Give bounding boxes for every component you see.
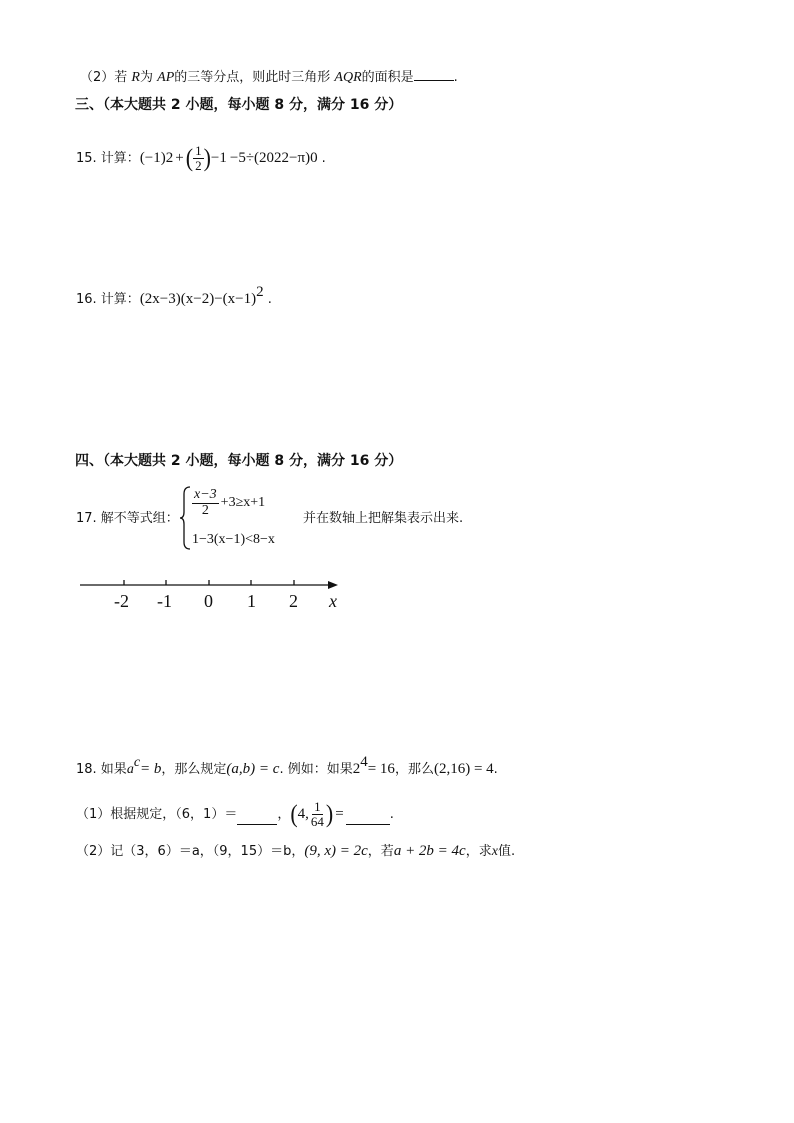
inequality-1 (192, 488, 265, 518)
q18-p2-var: x (491, 844, 498, 859)
q16-end: . (267, 292, 272, 307)
q15-plus: + (175, 149, 184, 166)
system-brace (180, 486, 192, 550)
q15-fraction (193, 144, 204, 172)
ineq1-rest: +3≥x+1 (220, 495, 266, 511)
q18-intro-b: ，那么规定 (161, 762, 227, 777)
var-AP: AP (157, 70, 175, 85)
q15-mid: −5÷(2022−π) (229, 149, 311, 166)
tick-label: 2 (289, 591, 298, 611)
q18-p1-frac-den: 64 (310, 813, 324, 829)
q18-expr1-rest: = b (140, 761, 162, 777)
right-paren: ) (325, 799, 334, 828)
q18-expr3-sup: 4 (360, 754, 368, 770)
q18-p2-mid: ，若 (367, 844, 394, 859)
q18-expr3-rest: = 16 (367, 761, 395, 777)
inequality-2: 1−3(x−1)<8−x (192, 532, 275, 547)
answer-blank[interactable] (346, 812, 390, 825)
q16-expr: (2x−3)(x−2)−(x−1) (139, 291, 257, 307)
q18-p1-fraction (309, 800, 326, 828)
q18-p1-eq: = (335, 805, 344, 822)
q17-number: 17. 解不等式组： (76, 511, 179, 526)
answer-blank[interactable] (237, 812, 277, 825)
section4-heading: 四、（本大题共 2 小题，每小题 8 分，满分 16 分） (75, 453, 403, 469)
q18-intro-a: 18. 如果 (76, 762, 127, 777)
tick-label: 0 (204, 591, 213, 611)
q15-end: . (321, 150, 326, 166)
q15-number: 15. 计算： (76, 150, 140, 166)
right-paren: ) (203, 143, 211, 172)
q14-prefix: （2）若 (80, 70, 128, 85)
q14-mid1: 为 (139, 70, 153, 85)
q16-exp: 2 (256, 284, 264, 300)
q18-expr1: a (126, 762, 134, 777)
q18-expr3: 2 (352, 761, 361, 777)
q18-p2-end: ，求 (465, 844, 492, 859)
q14-suffix: 的面积是 (361, 70, 414, 85)
question-16 (76, 284, 272, 307)
q15-frac-num: 1 (195, 143, 202, 158)
question-18-intro (76, 754, 498, 777)
q15-term1: (−1) (139, 149, 166, 166)
q17-suffix: 并在数轴上把解集表示出来. (303, 511, 464, 526)
q14-end: . (453, 70, 458, 85)
q18-p2-tail: 值. (497, 844, 516, 859)
q16-number: 16. 计算： (76, 292, 140, 307)
q18-intro-d: ，那么 (394, 762, 434, 777)
q18-p2-text: （2）记（3，6）＝a，（9，15）＝b， (76, 844, 305, 859)
q18-p2-expr: (9, x) = 2c (304, 843, 368, 859)
q18-part1 (76, 800, 394, 828)
q18-expr1-sup: c (133, 755, 141, 770)
answer-blank[interactable] (414, 68, 454, 81)
ineq1-num: x−3 (194, 487, 217, 502)
q18-part2 (76, 844, 515, 859)
q18-p1-sep: ， (277, 806, 291, 822)
tick-label: -1 (157, 591, 172, 611)
q18-p1-expr-a: 4, (297, 805, 309, 822)
q18-expr2: (a,b) = c (226, 761, 280, 777)
var-R: R (131, 70, 140, 85)
q14-mid2: 的三等分点，则此时三角形 (174, 70, 331, 85)
q18-expr4: (2,16) = 4 (433, 761, 494, 777)
section3-heading: 三、（本大题共 2 小题，每小题 8 分，满分 16 分） (75, 97, 403, 113)
q18-p2-expr2: a + 2b = 4c (393, 843, 466, 859)
q18-intro-end: . (493, 762, 498, 777)
q18-p1-frac-num: 1 (314, 799, 321, 814)
left-paren: ( (290, 799, 298, 828)
ineq1-fraction (192, 488, 219, 518)
tick-label: -2 (114, 591, 129, 611)
q14-part2 (80, 68, 458, 85)
tick-label: 1 (247, 591, 256, 611)
var-AQR: AQR (334, 70, 362, 85)
q15-frac-den: 2 (195, 157, 202, 173)
axis-variable: x (329, 591, 337, 611)
q18-p1-end: . (389, 806, 394, 822)
question-15: 15. 计算： (−1) 2 + ( $\frac{1}{2}$ ) −1 −5÷(2022−π) 0 . (76, 143, 326, 173)
left-paren: ( (185, 143, 194, 172)
ineq1-den: 2 (201, 502, 209, 518)
q18-p1-text: （1）根据规定，（6，1）＝ (76, 806, 238, 822)
q18-intro-c: . 例如：如果 (279, 762, 353, 777)
